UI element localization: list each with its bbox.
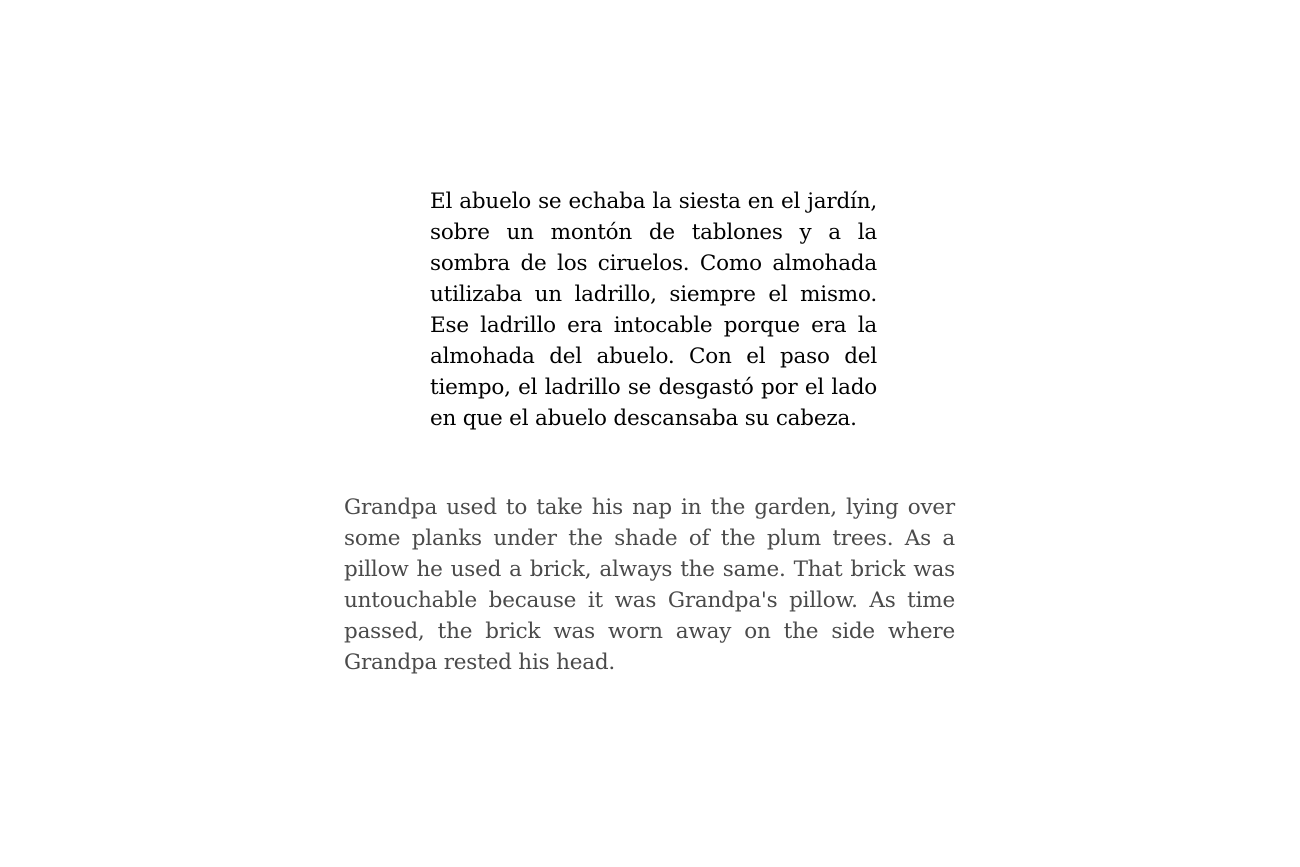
spanish-paragraph: El abuelo se echaba la siesta en el jardín, sobre un montón de tablones y a la sombra de los ciruelos. Como almohada utilizaba un ladrillo, siempre el mismo. Ese ladrillo era intocable porque era la almohada del abuelo. Con el paso del tiempo, el ladrillo se desgastó por el lado en que el abuelo descansaba su cabeza. bbox=[430, 189, 877, 431]
english-paragraph: Grandpa used to take his nap in the garden, lying over some planks under the shade of the plum trees. As a pillow he used a brick, always the same. That brick was untouchable because it was Grandpa's pillow. As time passed, the brick was worn away on the side where Grandpa rested his head. bbox=[344, 495, 955, 675]
